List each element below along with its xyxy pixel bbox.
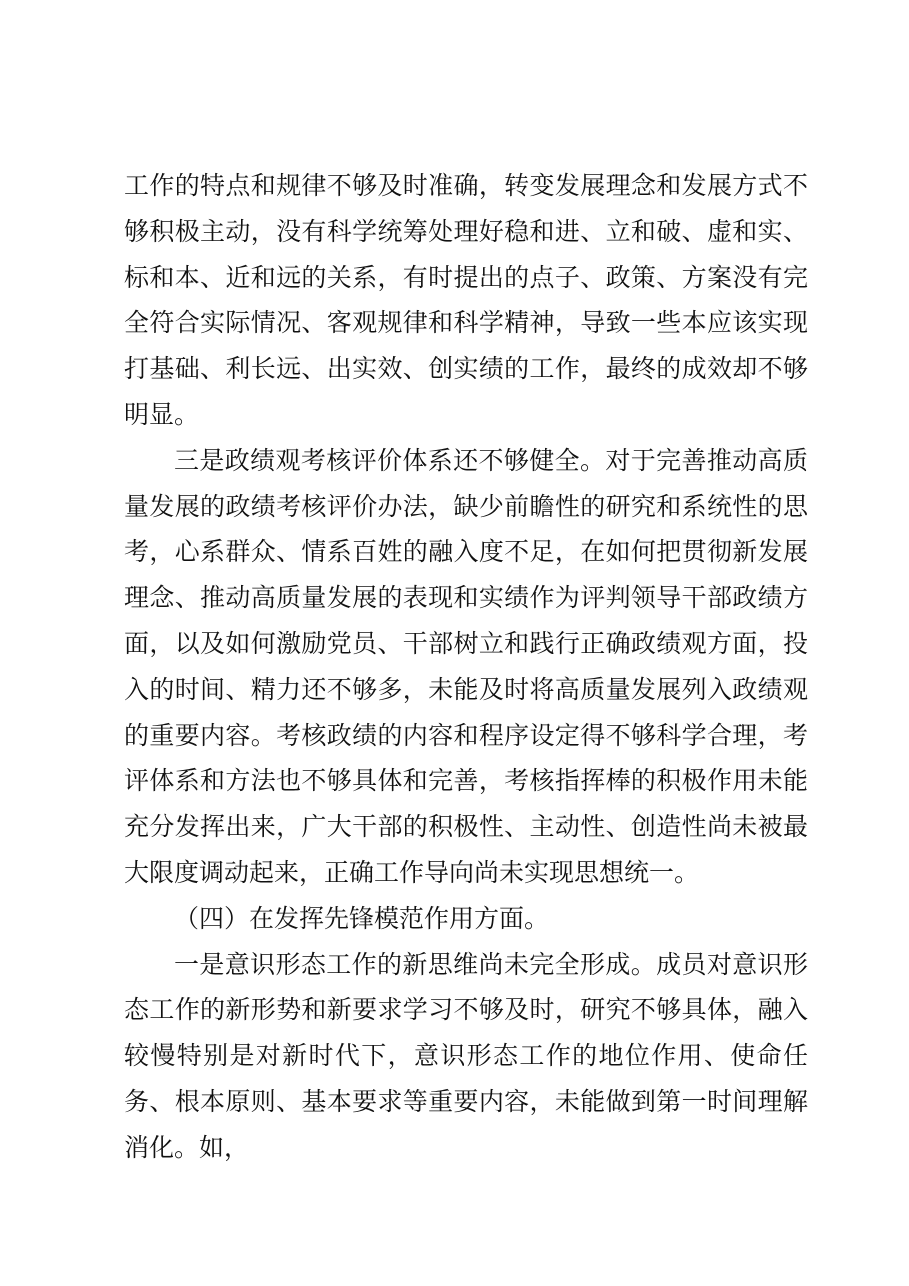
paragraph-point-one: 一是意识形态工作的新思维尚未完全形成。成员对意识形态工作的新形势和新要求学习不够及时，研究不够具体，融入较慢特别是对新时代下，意识形态工作的地位作用、使命任务、根本原则、基本要求等重要内容，未能做到第一时间理解消化。如， [124,949,808,1162]
paragraph-point-three: 三是政绩观考核评价体系还不够健全。对于完善推动高质量发展的政绩考核评价办法，缺少前瞻性的研究和系统性的思考，心系群众、情系百姓的融入度不足，在如何把贯彻新发展理念、推动高质量发展的表现和实绩作为评判领导干部政绩方面，以及如何激励党员、干部树立和践行正确政绩观方面，投入的时间、精力还不够多，未能及时将高质量发展列入政绩观的重要内容。考核政绩的内容和程序设定得不够科学合理，考评体系和方法也不够具体和完善，考核指挥棒的积极作用未能充分发挥出来，广大干部的积极性、主动性、创造性尚未被最大限度调动起来，正确工作导向尚未实现思想统一。 [124,445,808,887]
document-body [124,163,808,1171]
paragraph-continuation: 工作的特点和规律不够及时准确，转变发展理念和发展方式不够积极主动，没有科学统筹处理好稳和进、立和破、虚和实、标和本、近和远的关系，有时提出的点子、政策、方案没有完全符合实际情况、客观规律和科学精神，导致一些本应该实现打基础、利长远、出实效、创实绩的工作，最终的成效却不够明显。 [124,171,808,429]
section-heading-four: （四）在发挥先锋模范作用方面。 [174,903,550,933]
